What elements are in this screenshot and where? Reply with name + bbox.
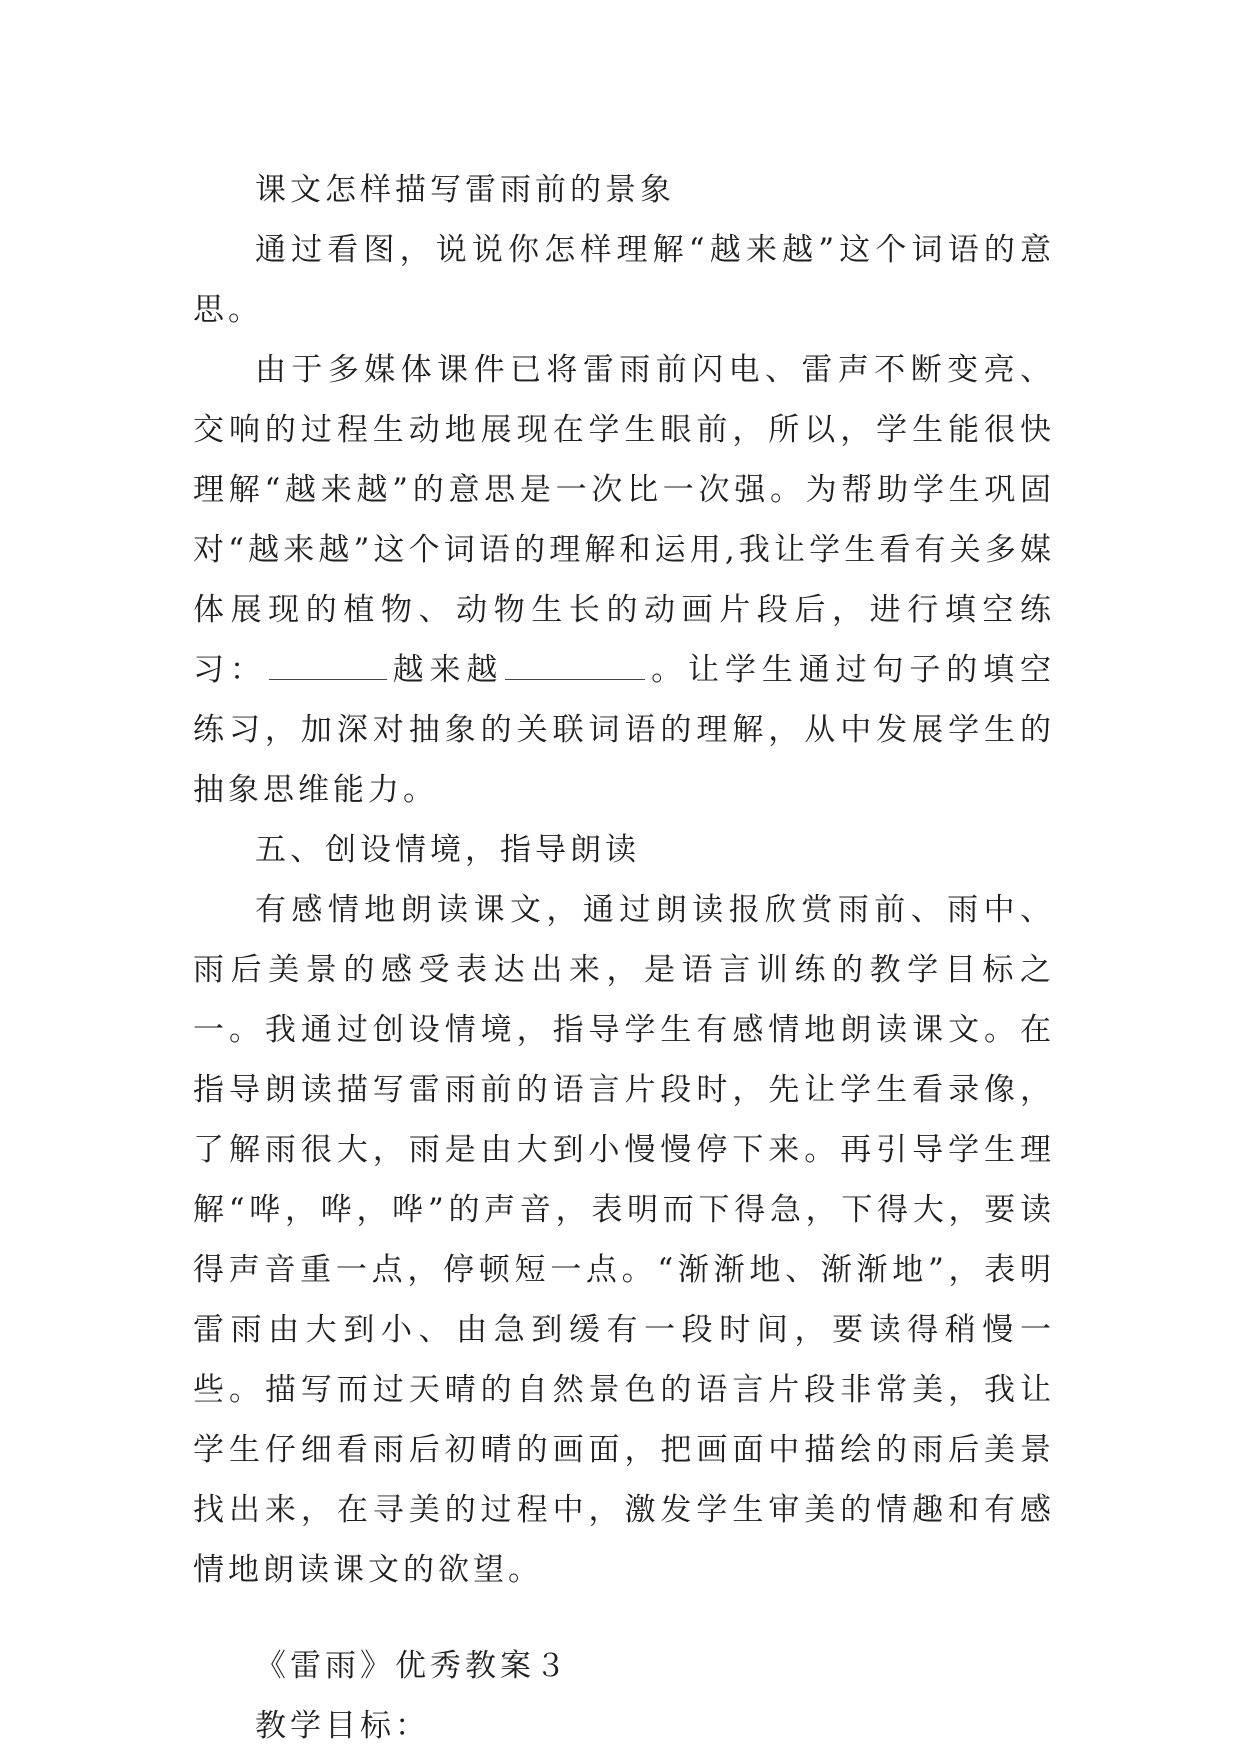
spacer bbox=[193, 1600, 1055, 1636]
section-heading-5: 五、创设情境，指导朗读 bbox=[255, 832, 640, 868]
body-paragraph-multimedia bbox=[193, 340, 1055, 820]
paragraph-text: 越来越 bbox=[390, 652, 504, 688]
body-paragraph-reading: 有感情地朗读课文，通过朗读报欣赏雨前、雨中、雨后美景的感受表达出来，是语言训练的教学目标之一。我通过创设情境，指导学生有感情地朗读课文。在指导朗读描写雷雨前的语言片段时，先让学生看录像，了解雨很大，雨是由大到小慢慢停下来。再引导学生理解“哗，哗，哗”的声音，表明而下得急，下得大，要读得声音重一点，停顿短一点。“渐渐地、渐渐地”，表明雷雨由大到小、由急到缓有一段时间，要读得稍慢一些。描写而过天晴的自然景色的语言片段非常美，我让学生仔细看雨后初晴的画面，把画面中描绘的雨后美景找出来，在寻美的过程中，激发学生审美的情趣和有感情地朗读课文的欲望。 bbox=[193, 892, 1055, 1588]
document-body bbox=[193, 160, 1055, 1756]
lesson-plan-title: 《雷雨》优秀教案３ bbox=[255, 1648, 570, 1684]
paragraph-text: 。让学生通过句子的填空练习，加深对抽象的关联词语的理解，从中发展学生的抽象思维能力。 bbox=[193, 652, 1056, 808]
question-heading: 课文怎样描写雷雨前的景象 bbox=[255, 172, 675, 208]
fill-in-blank bbox=[269, 645, 387, 680]
teaching-goals-heading: 教学目标： bbox=[255, 1708, 430, 1744]
question-paragraph: 通过看图，说说你怎样理解“越来越”这个词语的意思。 bbox=[193, 232, 1055, 328]
paragraph-text: 由于多媒体课件已将雷雨前闪电、雷声不断变亮、交响的过程生动地展现在学生眼前，所以，学生能很快理解“越来越”的意思是一次比一次强。为帮助学生巩固对“越来越”这个词语的理解和运用,我让学生看有关多媒体展现的植物、动物生长的动画片段后，进行填空练习： bbox=[193, 352, 1055, 688]
fill-in-blank bbox=[505, 645, 645, 680]
